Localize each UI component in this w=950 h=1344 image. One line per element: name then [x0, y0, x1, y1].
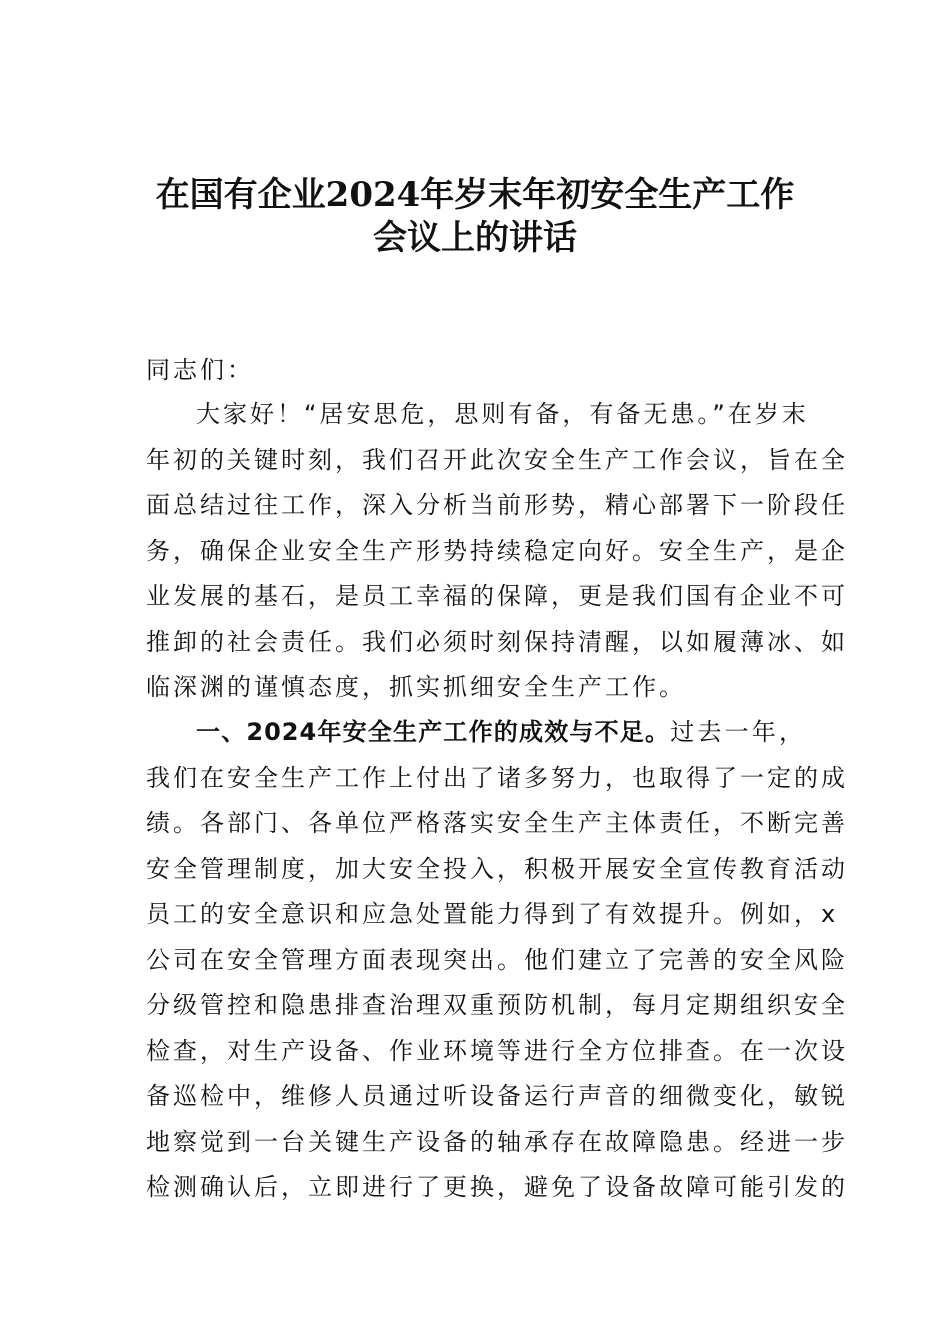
salutation: 同志们： — [146, 356, 254, 384]
paragraph-line: 年初的关键时刻，我们召开此次安全生产工作会议，旨在全 — [146, 445, 848, 474]
section-1-heading: 一、2024年安全生产工作的成效与不足。 — [196, 718, 671, 746]
document-title-line-2: 会议上的讲话 — [373, 218, 577, 258]
paragraph-line: 推卸的社会责任。我们必须时刻保持清醒，以如履薄冰、如 — [146, 627, 848, 656]
paragraph-line: 大家好！“居安思危，思则有备，有备无患。”在岁末 — [196, 400, 809, 428]
paragraph-line: 分级管控和隐患排查治理双重预防机制，每月定期组织安全 — [146, 991, 848, 1019]
paragraph-line: 安全管理制度，加大安全投入，积极开展安全宣传教育活动 — [146, 854, 848, 883]
paragraph-line: 检测确认后，立即进行了更换，避免了设备故障可能引发的 — [146, 1173, 848, 1201]
paragraph-line: 务，确保企业安全生产形势持续稳定向好。安全生产，是企 — [146, 536, 848, 565]
paragraph-line: 我们在安全生产工作上付出了诸多努力，也取得了一定的成 — [146, 763, 848, 792]
section-1-first-line-rest: 过去一年， — [670, 718, 807, 746]
intro-paragraph — [146, 392, 848, 711]
paragraph-line: 地察觉到一台关键生产设备的轴承存在故障隐患。经进一步 — [146, 1127, 848, 1156]
paragraph-line: 备巡检中，维修人员通过听设备运行声音的细微变化，敏锐 — [146, 1082, 848, 1110]
document-title-line-1: 在国有企业2024年岁末年初安全生产工作 — [155, 175, 795, 215]
paragraph-line: 临深渊的谨慎态度，抓实抓细安全生产工作。 — [146, 673, 686, 701]
section-1-paragraph — [146, 710, 848, 1211]
paragraph-line: 面总结过往工作，深入分析当前形势，精心部署下一阶段任 — [146, 491, 848, 519]
section-1-first-line — [146, 710, 806, 756]
paragraph-line: 检查，对生产设备、作业环境等进行全方位排查。在一次设 — [146, 1036, 848, 1065]
paragraph-line: 公司在安全管理方面表现突出。他们建立了完善的安全风险 — [146, 945, 848, 974]
paragraph-line: 员工的安全意识和应急处置能力得到了有效提升。例如，x — [146, 900, 839, 928]
paragraph-line: 绩。各部门、各单位严格落实安全生产主体责任，不断完善 — [146, 809, 848, 837]
paragraph-line: 业发展的基石，是员工幸福的保障，更是我们国有企业不可 — [146, 582, 848, 610]
